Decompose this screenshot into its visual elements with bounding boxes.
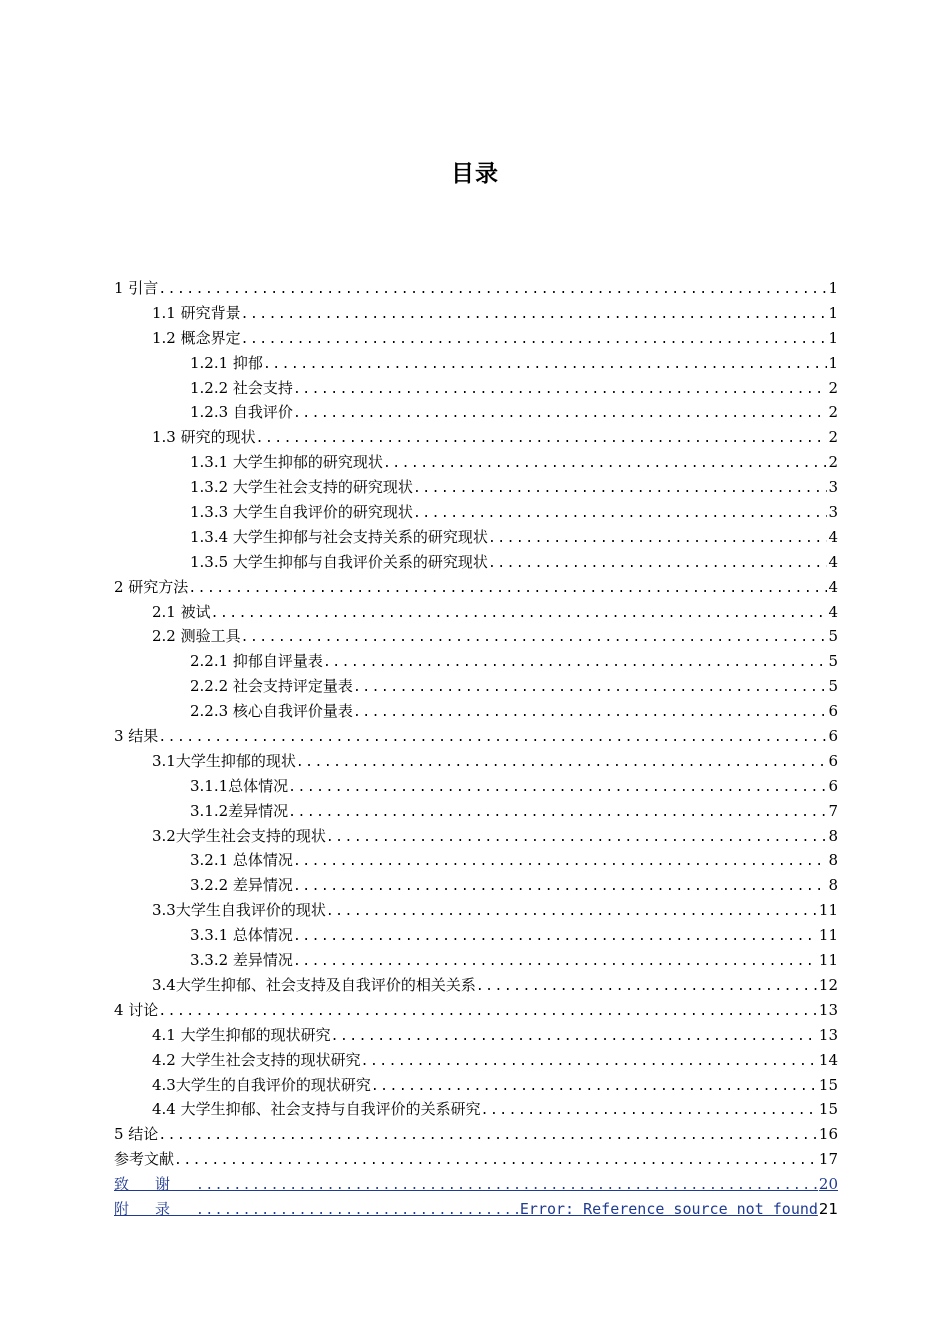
- toc-leader-dots: [413, 477, 828, 500]
- toc-leader-dots: [353, 701, 828, 724]
- toc-page-number: 3: [828, 503, 838, 522]
- toc-page-number: 11: [818, 926, 838, 945]
- toc-leader-dots: [241, 626, 828, 649]
- toc-leader-dots: [188, 577, 827, 600]
- toc-entry-label: 2.1 被试: [152, 602, 211, 621]
- toc-leader-dots: [256, 427, 828, 450]
- toc-entry-label: 3.3.1 总体情况: [190, 926, 293, 945]
- toc-entry-3-3-2[interactable]: [114, 948, 838, 973]
- toc-entry-1-3-4[interactable]: [114, 525, 838, 550]
- toc-page-number: 11: [818, 901, 838, 920]
- toc-page-number: 6: [828, 727, 838, 746]
- toc-page-number: 13: [818, 1025, 838, 1044]
- toc-entry-3-1[interactable]: [114, 749, 838, 774]
- toc-page-number: 6: [828, 776, 838, 795]
- toc-entry-label: 2.2 测验工具: [152, 627, 241, 646]
- toc-entry-label: 参考文献: [114, 1150, 175, 1169]
- toc-page-number: 6: [828, 702, 838, 721]
- toc-entry-3-1-2[interactable]: [114, 799, 838, 824]
- toc-leader-dots: [293, 850, 828, 873]
- toc-page-number: 21: [818, 1199, 838, 1218]
- toc-leader-dots: [211, 602, 828, 625]
- toc-entry-label: 4.1 大学生抑郁的现状研究: [152, 1025, 331, 1044]
- toc-entry-label: 4.2 大学生社会支持的现状研究: [152, 1050, 361, 1069]
- toc-leader-dots: [241, 328, 828, 351]
- toc-page-number: 13: [818, 1000, 838, 1019]
- toc-entry-label: 附录: [114, 1199, 197, 1218]
- toc-entry-1-2-3[interactable]: [114, 400, 838, 425]
- toc-leader-dots: [488, 552, 828, 575]
- toc-leader-dots: [158, 1124, 818, 1147]
- toc-entry-5-conclusion[interactable]: [114, 1122, 838, 1147]
- toc-entry-appendix-link[interactable]: [114, 1197, 838, 1222]
- toc-entry-references[interactable]: [114, 1147, 838, 1172]
- toc-page-number: 12: [818, 975, 838, 994]
- toc-leader-dots: [288, 776, 827, 799]
- toc-entry-4-1[interactable]: [114, 1023, 838, 1048]
- toc-page-number: 1: [828, 328, 838, 347]
- toc-page-number: 5: [828, 652, 838, 671]
- toc-entry-1-3[interactable]: [114, 425, 838, 450]
- toc-leader-dots: [241, 303, 828, 326]
- toc-page-number: 5: [828, 677, 838, 696]
- toc-leader-dots: [296, 751, 828, 774]
- toc-page-number: 5: [828, 627, 838, 646]
- toc-entry-3-3[interactable]: [114, 898, 838, 923]
- toc-page-number: 2: [828, 403, 838, 422]
- toc-entry-2-2-1[interactable]: [114, 649, 838, 674]
- toc-entry-4-4[interactable]: [114, 1097, 838, 1122]
- toc-page-number: 1: [828, 303, 838, 322]
- toc-page-number: 15: [818, 1075, 838, 1094]
- toc-leader-dots: [488, 527, 828, 550]
- toc-entry-4-3[interactable]: [114, 1073, 838, 1098]
- toc-page-number: 2: [828, 378, 838, 397]
- toc-entry-label: 3.2.2 差异情况: [190, 876, 293, 895]
- toc-page-number: 15: [818, 1100, 838, 1119]
- toc-entry-label: 3.4大学生抑郁、社会支持及自我评价的相关关系: [152, 975, 476, 994]
- toc-entry-1-2-1[interactable]: [114, 351, 838, 376]
- toc-leader-dots: [326, 900, 818, 923]
- toc-entry-1-3-3[interactable]: [114, 500, 838, 525]
- toc-entry-2-2-3[interactable]: [114, 699, 838, 724]
- toc-leader-dots: [293, 875, 828, 898]
- toc-entry-label: 1 引言: [114, 279, 159, 297]
- toc-entry-3-2[interactable]: [114, 824, 838, 849]
- toc-page-number: 4: [828, 577, 838, 596]
- reference-error-text: Error: Reference source not found: [519, 1199, 818, 1218]
- toc-entry-label: 3 结果: [114, 727, 159, 746]
- toc-page-number: 7: [828, 801, 838, 820]
- toc-page-number: 1: [828, 353, 838, 372]
- toc-leader-dots: [353, 676, 828, 699]
- toc-leader-dots: [371, 1075, 818, 1098]
- toc-entry-label: 4 讨论: [114, 1000, 159, 1019]
- toc-entry-1-2-2[interactable]: [114, 376, 838, 401]
- toc-entry-label: 5 结论: [114, 1125, 159, 1144]
- toc-entry-3-2-2[interactable]: [114, 873, 838, 898]
- toc-entry-1-3-5[interactable]: [114, 550, 838, 575]
- toc-entry-1-3-1[interactable]: [114, 450, 838, 475]
- toc-entry-label: 3.1大学生抑郁的现状: [152, 751, 296, 770]
- toc-entry-label: 3.3大学生自我评价的现状: [152, 901, 326, 920]
- toc-entry-label: 1.2.3 自我评价: [190, 403, 293, 422]
- toc-page-number: 3: [828, 478, 838, 497]
- toc-entry-label: 3.2.1 总体情况: [190, 851, 293, 870]
- toc-leader-dots: [413, 502, 828, 525]
- toc-entry-label: 1.1 研究背景: [152, 303, 241, 322]
- toc-entry-label: 1.3.1 大学生抑郁的研究现状: [190, 453, 383, 472]
- page-title: 目录: [451, 161, 499, 187]
- toc-entry-1-intro[interactable]: [114, 276, 838, 301]
- toc-entry-acknowledgements-link[interactable]: [114, 1172, 838, 1197]
- toc-leader-dots: [288, 801, 827, 824]
- toc-entry-label: 4.4 大学生抑郁、社会支持与自我评价的关系研究: [152, 1100, 481, 1119]
- toc-leader-dots: [331, 1025, 818, 1048]
- toc-entry-3-2-1[interactable]: [114, 848, 838, 873]
- toc-page-number: 11: [818, 951, 838, 970]
- toc-leader-dots: [326, 826, 828, 849]
- toc-entry-1-3-2[interactable]: [114, 475, 838, 500]
- toc-leader-dots: [158, 1000, 818, 1023]
- toc-entry-label: 1.3.4 大学生抑郁与社会支持关系的研究现状: [190, 527, 488, 546]
- toc-entry-label: 2 研究方法: [114, 577, 189, 596]
- toc-leader-dots: [361, 1050, 818, 1073]
- toc-entry-label: 1.3 研究的现状: [152, 428, 256, 447]
- toc-page-number: 8: [828, 851, 838, 870]
- toc-entry-1-2[interactable]: [114, 326, 838, 351]
- toc-entry-4-2[interactable]: [114, 1048, 838, 1073]
- toc-entry-label: 1.3.5 大学生抑郁与自我评价关系的研究现状: [190, 552, 488, 571]
- toc-entry-2-1[interactable]: [114, 600, 838, 625]
- toc-leader-dots: [293, 950, 818, 973]
- toc-entry-4-discussion[interactable]: [114, 998, 838, 1023]
- toc-entry-label: 2.2.2 社会支持评定量表: [190, 677, 353, 696]
- toc-entry-label: 4.3大学生的自我评价的现状研究: [152, 1075, 371, 1094]
- toc-entry-label: 2.2.1 抑郁自评量表: [190, 652, 323, 671]
- toc-page-number: 2: [828, 428, 838, 447]
- toc-leader-dots: [293, 402, 828, 425]
- toc-page-number: 6: [828, 751, 838, 770]
- toc-entry-1-1[interactable]: [114, 301, 838, 326]
- toc-leader-dots: [293, 378, 828, 401]
- toc-page-number: 4: [828, 552, 838, 571]
- toc-leader-dots: [263, 353, 828, 376]
- toc-entry-label: 1.3.2 大学生社会支持的研究现状: [190, 478, 413, 497]
- toc-leader-dots: [196, 1199, 520, 1222]
- toc-entry-2-2[interactable]: [114, 624, 838, 649]
- toc-leader-dots: [174, 1149, 818, 1172]
- toc-entry-3-4[interactable]: [114, 973, 838, 998]
- toc-entry-label: 1.2.1 抑郁: [190, 353, 263, 372]
- toc-leader-dots: [481, 1099, 818, 1122]
- toc-leader-dots: [196, 1174, 818, 1197]
- toc-leader-dots: [476, 975, 818, 998]
- toc-page-number: 4: [828, 527, 838, 546]
- toc-leader-dots: [158, 278, 827, 301]
- toc-page-number: 20: [818, 1175, 838, 1194]
- toc-leader-dots: [323, 651, 828, 674]
- toc-leader-dots: [158, 726, 827, 749]
- table-of-contents: [114, 276, 838, 1222]
- toc-entry-label: 3.1.1总体情况: [190, 776, 289, 795]
- toc-page-number: 8: [828, 876, 838, 895]
- toc-entry-2-methods[interactable]: [114, 575, 838, 600]
- toc-entry-label: 致谢: [114, 1175, 197, 1194]
- toc-page-number: 1: [828, 279, 838, 297]
- toc-page-number: 14: [818, 1050, 838, 1069]
- toc-leader-dots: [293, 925, 818, 948]
- toc-leader-dots: [383, 452, 828, 475]
- toc-entry-label: 3.1.2差异情况: [190, 801, 289, 820]
- toc-page-number: 2: [828, 453, 838, 472]
- toc-page-number: 4: [828, 602, 838, 621]
- toc-page-number: 17: [818, 1150, 838, 1169]
- toc-entry-3-3-1[interactable]: [114, 923, 838, 948]
- toc-entry-3-1-1[interactable]: [114, 774, 838, 799]
- toc-entry-label: 3.2大学生社会支持的现状: [152, 826, 326, 845]
- toc-entry-label: 1.2.2 社会支持: [190, 378, 293, 397]
- toc-page-number: 8: [828, 826, 838, 845]
- toc-entry-3-results[interactable]: [114, 724, 838, 749]
- toc-entry-label: 3.3.2 差异情况: [190, 951, 293, 970]
- toc-entry-label: 1.2 概念界定: [152, 328, 241, 347]
- toc-entry-2-2-2[interactable]: [114, 674, 838, 699]
- toc-entry-label: 1.3.3 大学生自我评价的研究现状: [190, 503, 413, 522]
- toc-page-number: 16: [818, 1125, 838, 1144]
- toc-entry-label: 2.2.3 核心自我评价量表: [190, 702, 353, 721]
